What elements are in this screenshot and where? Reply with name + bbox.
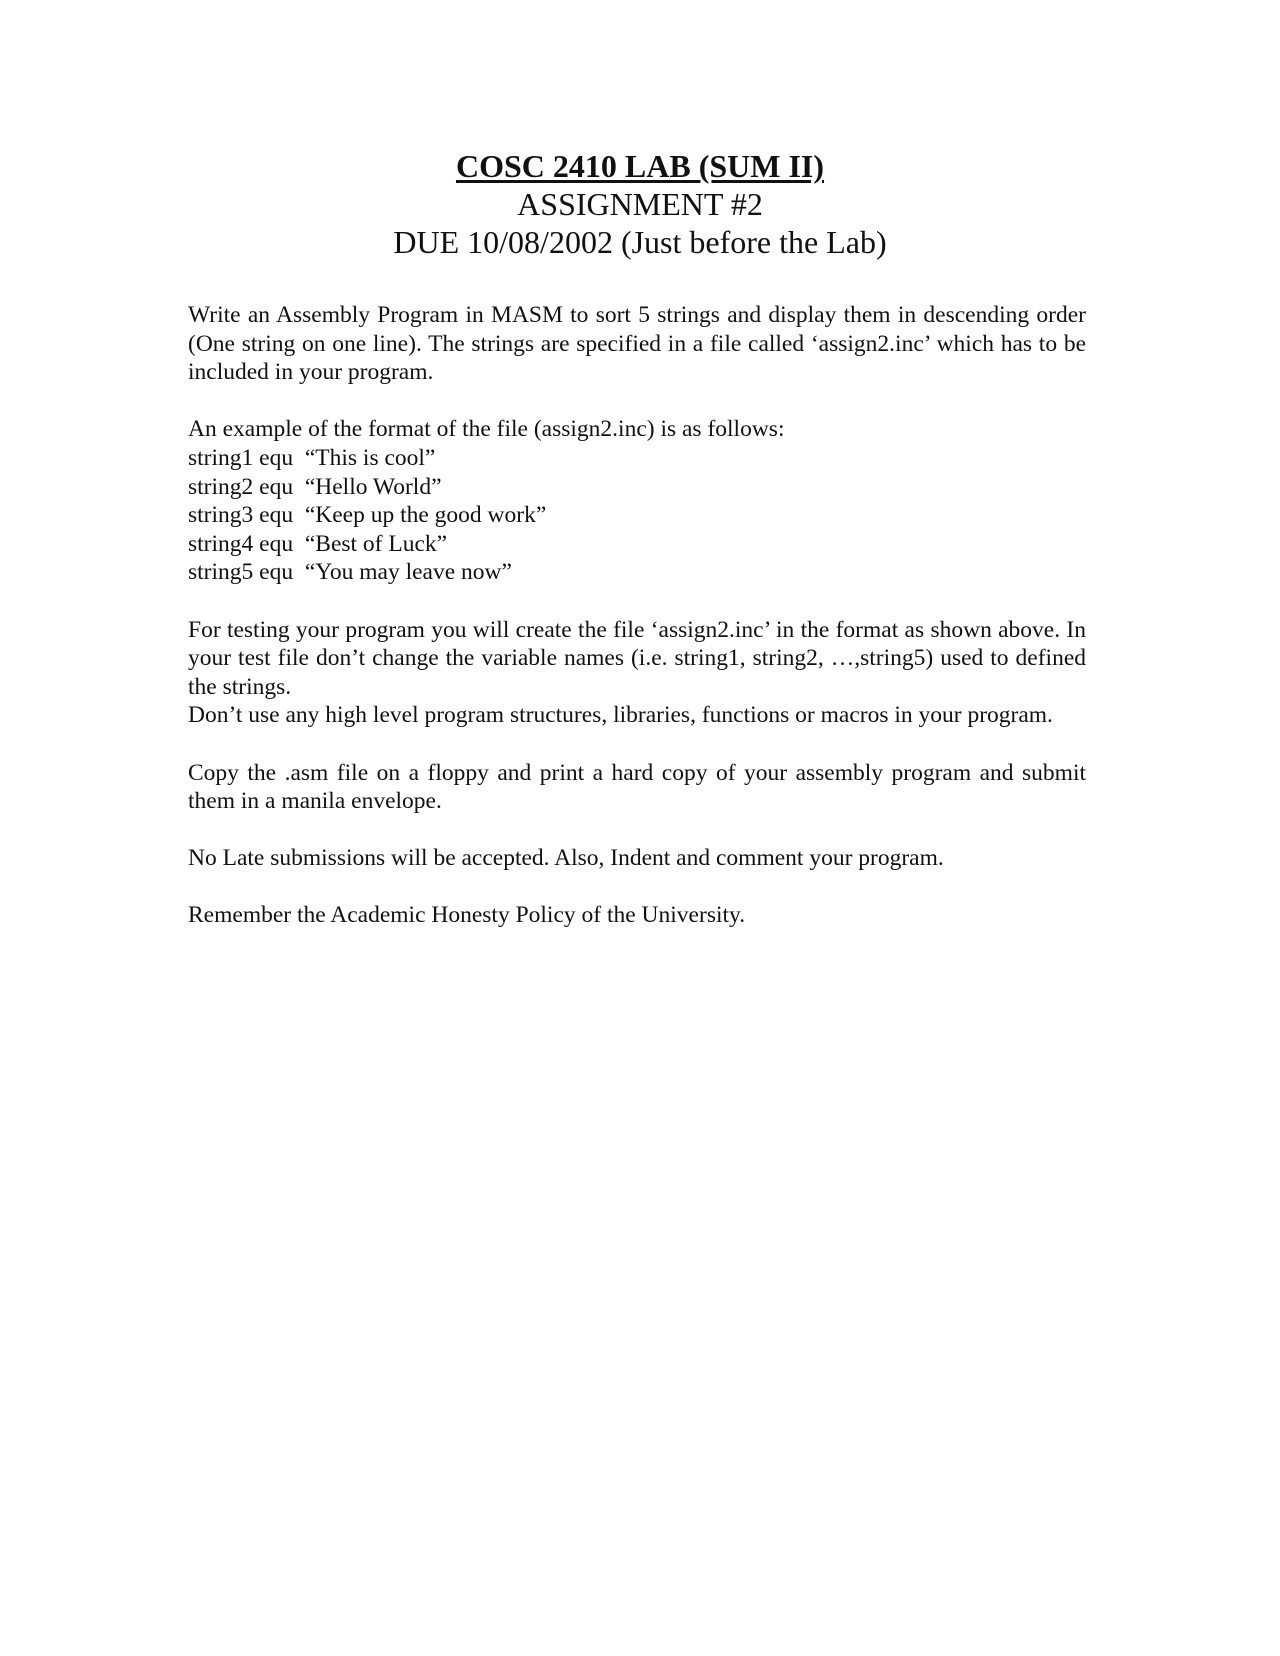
due-date: DUE 10/08/2002 (Just before the Lab) <box>393 224 887 260</box>
example-string-list <box>188 444 1086 587</box>
honesty-paragraph: Remember the Academic Honesty Policy of the University. <box>188 902 746 929</box>
document-body <box>188 301 1086 930</box>
testing-paragraph: For testing your program you will create the file ‘assign2.inc’ in the format as shown above. In your test file don’t change the variable names (i.e. string1, string2, …,string5) used to defined the strings. <box>188 616 1086 700</box>
example-string-line: string5 equ “You may leave now” <box>188 559 512 586</box>
paragraph-gap <box>188 873 1086 902</box>
example-string-line: string1 equ “This is cool” <box>188 444 436 471</box>
paragraph-gap <box>188 387 1086 416</box>
late-policy-paragraph: No Late submissions will be accepted. Also, Indent and comment your program. <box>188 845 944 872</box>
submission-paragraph: Copy the .asm file on a floppy and print a hard copy of your assembly program and submit them in a manila envelope. <box>188 759 1086 815</box>
paragraph-gap <box>188 816 1086 845</box>
restrictions-paragraph: Don’t use any high level program structures, libraries, functions or macros in your program. <box>188 702 1053 729</box>
example-string-line: string2 equ “Hello World” <box>188 473 442 500</box>
example-intro: An example of the format of the file (assign2.inc) is as follows: <box>188 416 785 443</box>
paragraph-gap <box>188 730 1086 759</box>
example-string-line: string3 equ “Keep up the good work” <box>188 502 547 529</box>
intro-paragraph: Write an Assembly Program in MASM to sort 5 strings and display them in descending order (One string on one line). The strings are specified in a file called ‘assign2.inc’ which has to be included in your program. <box>188 302 1086 386</box>
example-string-line: string4 equ “Best of Luck” <box>188 530 448 557</box>
assignment-title: ASSIGNMENT #2 <box>517 186 763 222</box>
course-title: COSC 2410 LAB (SUM II) <box>455 148 825 184</box>
paragraph-gap <box>188 587 1086 616</box>
document-header <box>0 147 1280 261</box>
